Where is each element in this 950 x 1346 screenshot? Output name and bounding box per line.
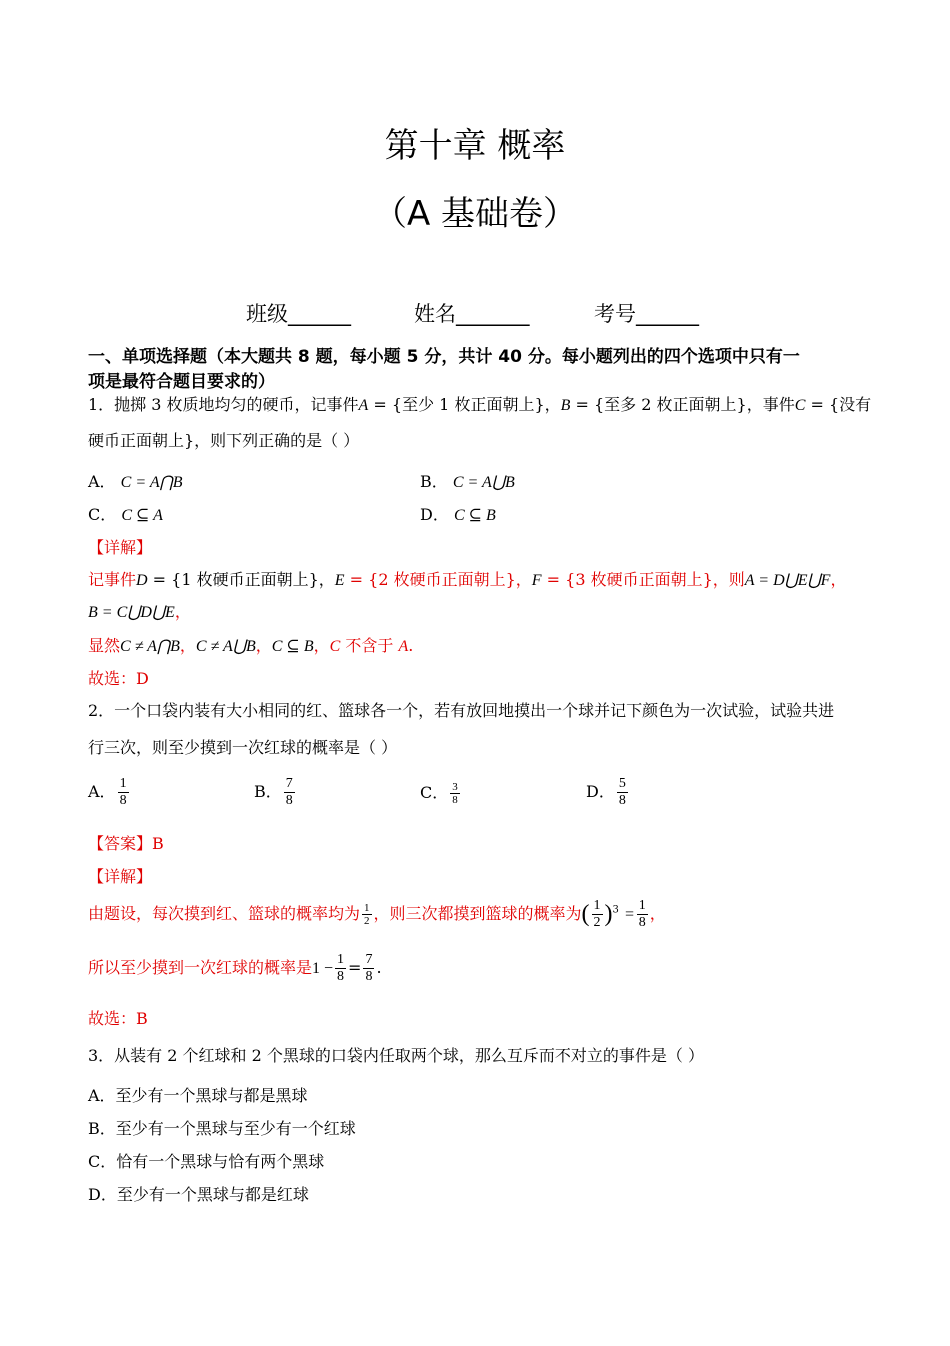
- q3-option-d: D．至少有一个黑球与都是红球: [88, 1185, 309, 1204]
- q1-option-a: A． C = A⋂B: [88, 472, 183, 491]
- fraction: $\frac{1}{8}$: [638, 898, 646, 930]
- q1-solution-line2: B = C⋃D⋃E，: [88, 602, 191, 621]
- page-subtitle: （A 基础卷）: [372, 194, 578, 234]
- q2-solution-line1: 由题设，每次摸到红、篮球的概率均为 $\frac{1}{2}$ ，则三次都摸到篮球的概率为( $\frac{1}{2}$ )$^3$ = $\frac{1}{8}$ ，: [88, 898, 666, 930]
- q3-option-a: A．至少有一个黑球与都是黑球: [88, 1086, 308, 1105]
- name-field: 姓名_______: [414, 302, 530, 326]
- fraction: $\frac{5}{8}$: [618, 776, 626, 808]
- q2-stem-line1: 2．一个口袋内装有大小相同的红、篮球各一个，若有放回地摸出一个球并记下颜色为一次试验，试验共进: [88, 701, 835, 720]
- q1-option-b: B． C = A⋃B: [420, 472, 515, 491]
- q1-stem-line2: 硬币正面朝上}，则下列正确的是（ ）: [88, 431, 360, 450]
- q1-option-d: D． C ⊆ B: [420, 505, 496, 524]
- q2-option-c: C． $\frac{3}{8}$: [420, 781, 458, 806]
- section-heading-line2: 项是最符合题目要求的）: [88, 372, 275, 392]
- q1-detail-tag: 【详解】: [88, 538, 153, 557]
- q1-answer: 故选：D: [88, 669, 149, 688]
- fraction: $\frac{1}{2}$: [593, 898, 601, 930]
- q2-option-d: D． $\frac{5}{8}$: [586, 776, 626, 808]
- q2-stem-line2: 行三次，则至少摸到一次红球的概率是（ ）: [88, 738, 398, 757]
- q2-option-a: A． $\frac{1}{8}$: [88, 776, 127, 808]
- q2-solution-line2: 所以至少摸到一次红球的概率是1 − $\frac{1}{8}$ = $\frac{7}{8}$ .: [88, 952, 382, 984]
- q2-option-b: B． $\frac{7}{8}$: [254, 776, 293, 808]
- class-field: 班级______: [246, 302, 351, 326]
- fraction: $\frac{3}{8}$: [452, 781, 458, 806]
- fraction: $\frac{1}{8}$: [119, 776, 127, 808]
- q3-option-c: C．恰有一个黑球与恰有两个黑球: [88, 1152, 325, 1171]
- q3-stem: 3．从装有 2 个红球和 2 个黑球的口袋内任取两个球，那么互斥而不对立的事件是（ ）: [88, 1046, 704, 1065]
- q3-option-b: B．至少有一个黑球与至少有一个红球: [88, 1119, 356, 1138]
- q1-stem-line1: 1．抛掷 3 枚质地均匀的硬币，记事件A = {至少 1 枚正面朝上}，B = {至多 2 枚正面朝上}，事件C = {没有: [88, 395, 872, 414]
- page-title: 第十章 概率: [384, 126, 566, 166]
- section-heading-line1: 一、单项选择题（本大题共 8 题，每小题 5 分，共计 40 分。每小题列出的四个选项中只有一: [88, 347, 800, 367]
- q1-solution-line1: 记事件D = {1 枚硬币正面朝上}，E = {2 枚硬币正面朝上}，F = {3 枚硬币正面朝上}，则A = D⋃E⋃F，: [88, 570, 847, 589]
- q1-option-c: C． C ⊆ A: [88, 505, 163, 524]
- q1-solution-line3: 显然C ≠ A⋂B，C ≠ A⋃B，C ⊆ B，C 不含于 A.: [88, 636, 414, 655]
- fraction: $\frac{1}{2}$: [364, 902, 370, 927]
- q2-answer: 故选：B: [88, 1009, 148, 1028]
- q2-detail-tag: 【详解】: [88, 867, 153, 886]
- fraction: $\frac{1}{8}$: [337, 952, 345, 984]
- q2-answer-line: 【答案】B: [88, 834, 164, 853]
- fraction: $\frac{7}{8}$: [285, 776, 293, 808]
- exam-number-field: 考号______: [594, 302, 699, 326]
- fraction: $\frac{7}{8}$: [365, 952, 373, 984]
